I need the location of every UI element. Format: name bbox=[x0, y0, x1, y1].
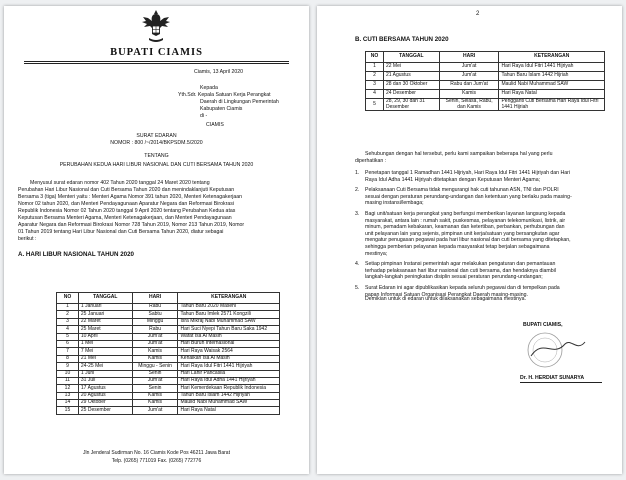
point-text-line: papan Informasi Satuan Organisasi Perangkat Daerah masing-masing. bbox=[365, 291, 528, 298]
cell-no: 2 bbox=[57, 311, 79, 318]
cell-tanggal: 21 Agustus bbox=[383, 72, 439, 81]
cell-hari: Jum'at bbox=[132, 407, 178, 414]
cell-hari: Jum'at bbox=[132, 340, 178, 347]
table-row bbox=[57, 370, 280, 377]
cell-keterangan: Hari Raya Idul Fitri 1441 Hijriyah bbox=[178, 363, 280, 370]
cell-tanggal: 21 Mei bbox=[78, 355, 132, 362]
letter-page-1 bbox=[4, 6, 309, 474]
signer-name: Dr. H. HERDIAT SUNARYA bbox=[520, 375, 585, 381]
cell-hari: Jum'at bbox=[132, 333, 178, 340]
intro-line: diperhatikan : bbox=[355, 158, 387, 164]
table-row bbox=[57, 392, 280, 399]
table-row bbox=[57, 377, 280, 384]
cell-no: 15 bbox=[57, 407, 79, 414]
body-line: Aparatur Negara dan Reformasi Birokrasi Nomor 728 Tahun 2019, Nomor 213 Tahun 2019, Nomor bbox=[18, 222, 245, 228]
col-header-keterangan: KETERANGAN bbox=[178, 293, 280, 304]
cell-tanggal: 28, 29, 30 dan 31 Desember bbox=[383, 99, 439, 111]
point-text-line: mestinya; bbox=[365, 250, 388, 257]
cell-no: 11 bbox=[57, 377, 79, 384]
cell-no: 6 bbox=[57, 340, 79, 347]
cell-no: 1 bbox=[366, 63, 384, 72]
cell-hari: Minggu bbox=[132, 318, 178, 325]
cell-keterangan: Maulid Nabi Muhammad SAW bbox=[499, 81, 605, 90]
cell-tanggal: 1 Juni bbox=[78, 370, 132, 377]
recipient-line-4: Kabupaten Ciamis bbox=[200, 106, 243, 112]
point-text-line: Raya Idul Adha 1441 Hijriyah ditetapkan dengan Keputusan Menteri Agama; bbox=[365, 176, 541, 183]
cell-tanggal: 25 Maret bbox=[78, 326, 132, 333]
cell-no: 5 bbox=[366, 99, 384, 111]
closing-line: Demikian untuk di edaran untuk dilaksanakan sebagaimana mestinya. bbox=[365, 296, 526, 302]
cell-keterangan: Hari Kemerdekaan Republik Indonesia bbox=[178, 385, 280, 392]
point-text-line: terhadap pelaksanaan hari libur nasional dan cuti bersama, dan hendaknya diambil bbox=[365, 267, 556, 274]
footer-address: Jln Jenderal Sudirman No. 16 Ciamis Kode Pos 46211 Jawa Barat bbox=[83, 450, 230, 456]
col-header-tanggal: TANGGAL bbox=[383, 52, 439, 63]
cell-tanggal: 1 Mei bbox=[78, 340, 132, 347]
cell-tanggal: 25 Desember bbox=[78, 407, 132, 414]
cell-keterangan: Hari Raya Idul Fitri 1441 Hijriyah bbox=[499, 63, 605, 72]
cell-no: 7 bbox=[57, 348, 79, 355]
table-row bbox=[57, 400, 280, 407]
point-text-line: masyarakat, antara lain : rumah sakit, puskesmas, pelayanan telekomunikasi, listrik, air bbox=[365, 217, 566, 224]
recipient-line-5: di - bbox=[200, 113, 208, 119]
point-text-line: unit pelayanan lain yang sejenis, pimpinan unit kerja/satuan yang bersangkutan agar bbox=[365, 230, 560, 237]
cell-tanggal: 20 Agustus bbox=[78, 392, 132, 399]
table-row bbox=[57, 363, 280, 370]
cell-hari: Jum'at bbox=[439, 63, 499, 72]
cell-hari: Kamis bbox=[439, 90, 499, 99]
cell-no: 10 bbox=[57, 370, 79, 377]
point-text-line: Pelaksanaan Cuti Bersama tidak mengurangi hak cuti tahunan ASN, TNI dan POLRI bbox=[365, 187, 559, 194]
body-line: Perubahan Hari Libur Nasional dan Cuti Bersama Tahun 2020 dan menindaklanjuti Keputusan bbox=[18, 187, 235, 193]
cell-no: 8 bbox=[57, 355, 79, 362]
body-line: Menyusul surat edaran nomor 402 Tahun 2020 tanggal 24 Maret 2020 tentang bbox=[30, 180, 210, 186]
cell-keterangan: Hari Buruh Internasional bbox=[178, 340, 280, 347]
cell-tanggal: 31 Juli bbox=[78, 377, 132, 384]
table-header-row bbox=[366, 52, 605, 63]
table-row bbox=[57, 340, 280, 347]
point-text-line: sesuai dengan peraturan perundang-undangan dan ketentuan yang berlaku pada masing- bbox=[365, 193, 572, 200]
cell-tanggal: 10 April bbox=[78, 333, 132, 340]
col-header-hari: HARI bbox=[439, 52, 499, 63]
point-number: 4. bbox=[355, 261, 360, 268]
section-b-heading: B. CUTI BERSAMA TAHUN 2020 bbox=[355, 36, 449, 43]
col-header-keterangan: KETERANGAN bbox=[499, 52, 605, 63]
cell-no: 4 bbox=[57, 326, 79, 333]
cell-tanggal: 24 Desember bbox=[383, 90, 439, 99]
cell-no: 2 bbox=[366, 72, 384, 81]
cell-hari: Rabu bbox=[132, 326, 178, 333]
point-text-line: sehingga pemberian pelayanan kepada masyarakat tetap berjalan sebagaimana bbox=[365, 244, 550, 250]
cell-keterangan: Hari Raya Natal bbox=[499, 90, 605, 99]
col-header-hari: HARI bbox=[132, 293, 178, 304]
cell-no: 9 bbox=[57, 363, 79, 370]
table-row bbox=[57, 318, 280, 325]
cell-no: 5 bbox=[57, 333, 79, 340]
table-row bbox=[57, 304, 280, 311]
cell-tanggal: 17 Agustus bbox=[78, 385, 132, 392]
point-text-line: Setiap pimpinan Instansi pemerintah agar melakukan pengaturan dan pemantauan bbox=[365, 261, 556, 268]
body-line: berikut : bbox=[18, 236, 37, 242]
cell-hari: Minggu - Senin bbox=[132, 363, 178, 370]
point-text-line: minum, pemadam kebakaran, keamanan dan ketertiban, perbankan, perhubungan dan bbox=[365, 224, 565, 231]
letter-type: SURAT EDARAN bbox=[136, 133, 177, 139]
cell-keterangan: Wafat Isa Al Masih bbox=[178, 333, 280, 340]
body-line: Republik Indonesia Nomor 02 Tahun 2020 tanggal 9 April 2020 tentang Perubahan Kedua atas bbox=[18, 208, 236, 214]
table-header-row bbox=[57, 293, 280, 304]
cell-hari: Senin bbox=[132, 370, 178, 377]
cell-keterangan: Pengganti Cuti Bersama Hari Raya Idul Fitri 1441 Hijriah bbox=[499, 99, 605, 111]
cell-tanggal: 29 Oktober bbox=[78, 400, 132, 407]
point-text-line: langkah-langkah peningkatan disiplin sesuai peraturan perundang-undangan; bbox=[365, 274, 543, 281]
point-text-line: Penetapan tanggal 1 Ramadhan 1441 Hijriyah, Hari Raya Idul Fitri 1441 Hijriyah dan Hari bbox=[365, 170, 571, 176]
body-line: Nomor 02 tahun 2020, dan Menteri Pendayagunaan Aparatur Negara dan Reformasi Birokrasi bbox=[18, 201, 234, 207]
cell-tanggal: 7 Mei bbox=[78, 348, 132, 355]
intro-line: Sehubungan dengan hal tersebut, perlu kami sampaikan beberapa hal yang perlu bbox=[365, 151, 553, 157]
table-row bbox=[57, 311, 280, 318]
table-row bbox=[57, 326, 280, 333]
header-divider-thin bbox=[24, 63, 289, 64]
holiday-table bbox=[56, 292, 280, 415]
cell-hari: Senin bbox=[132, 385, 178, 392]
signature-stamp-icon bbox=[523, 328, 603, 370]
cuti-bersama-table bbox=[365, 51, 605, 111]
cell-hari: Kamis bbox=[132, 392, 178, 399]
body-line: Bersama 3 (tiga) Menteri yaitu : Menteri Agama Nomor 391 tahun 2020, Menteri Ketenagakerjaan bbox=[18, 194, 243, 200]
cell-hari: Sabtu bbox=[132, 311, 178, 318]
cell-keterangan: Hari Raya Natal bbox=[178, 407, 280, 414]
recipient-line-1: Kepada bbox=[200, 85, 218, 91]
section-a-heading: A. HARI LIBUR NASIONAL TAHUN 2020 bbox=[18, 251, 134, 258]
date-line: Ciamis, 13 April 2020 bbox=[194, 69, 244, 75]
table-row bbox=[57, 333, 280, 340]
table-row bbox=[366, 63, 605, 72]
letter-page-2 bbox=[317, 6, 622, 474]
table-row bbox=[57, 385, 280, 392]
table-row bbox=[57, 355, 280, 362]
point-text-line: mengatur penugasan pegawai pada hari libur nasional dan cuti bersama yang ditetapkan, bbox=[365, 237, 571, 244]
table-row bbox=[57, 407, 280, 414]
letter-subject: PERUBAHAN KEDUA HARI LIBUR NASIONAL DAN CUTI BERSAMA TAHUN 2020 bbox=[59, 162, 254, 168]
cell-hari: Senin, Selasa, Rabu, dan Kamis bbox=[439, 99, 499, 111]
point-text-line: Surat Edaran ini agar dipublikasikan kepada seluruh pegawai dan di tempelkan pada bbox=[365, 285, 560, 291]
cell-tanggal: 1 Januari bbox=[78, 304, 132, 311]
letter-title: BUPATI CIAMIS bbox=[110, 47, 203, 58]
cell-hari: Rabu dan Jum'at bbox=[439, 81, 499, 90]
table-row bbox=[366, 72, 605, 81]
point-text-line: masing instansi/lembaga; bbox=[365, 200, 424, 207]
point-number: 1. bbox=[355, 170, 360, 176]
footer-phone: Telp. (0265) 771019 Fax. (0265) 772776 bbox=[111, 458, 202, 464]
cell-hari: Kamis bbox=[132, 355, 178, 362]
cell-tanggal: 28 dan 30 Oktober bbox=[383, 81, 439, 90]
cell-keterangan: Tahun Baru 2020 Masehi bbox=[178, 304, 280, 311]
col-header-no: NO bbox=[366, 52, 384, 63]
cell-hari: Jum'at bbox=[132, 377, 178, 384]
cell-keterangan: Hari Raya Waisak 2564 bbox=[178, 348, 280, 355]
recipient-line-2: Yth.Sdr. Kepala Satuan Kerja Perangkat bbox=[178, 92, 271, 98]
col-header-no: NO bbox=[57, 293, 79, 304]
cell-hari: Kamis bbox=[132, 348, 178, 355]
signer-underline bbox=[520, 382, 602, 383]
garuda-emblem-icon bbox=[140, 8, 172, 44]
cell-keterangan: Isra Mikraj Nabi Muhammad SAW bbox=[178, 318, 280, 325]
cell-hari: Jum'at bbox=[439, 72, 499, 81]
tentang-label: TENTANG bbox=[144, 153, 169, 159]
cell-no: 14 bbox=[57, 400, 79, 407]
table-row bbox=[366, 81, 605, 90]
cell-keterangan: Kenaikan Isa Al Masih bbox=[178, 355, 280, 362]
cell-tanggal: 22 Maret bbox=[78, 318, 132, 325]
body-line: 01 Tahun 2019 tentang Hari Libur Nasional dan Cuti Bersama Tahun 2020, diatur sebagai bbox=[18, 229, 224, 235]
cell-keterangan: Hari Raya Idul Adha 1441 Hijriyah bbox=[178, 377, 280, 384]
cell-keterangan: Hari Lahir Pancasila bbox=[178, 370, 280, 377]
recipient-line-6: CIAMIS bbox=[206, 122, 224, 128]
table-row bbox=[57, 348, 280, 355]
cell-no: 13 bbox=[57, 392, 79, 399]
cell-keterangan: Maulid Nabi Muhammad SAW bbox=[178, 400, 280, 407]
cell-no: 4 bbox=[366, 90, 384, 99]
signer-title: BUPATI CIAMIS, bbox=[523, 322, 563, 328]
cell-keterangan: Tahun Baru Islam 1442 Hijriah bbox=[499, 72, 605, 81]
cell-tanggal: 25 Januari bbox=[78, 311, 132, 318]
point-number: 5. bbox=[355, 285, 360, 291]
point-number: 2. bbox=[355, 187, 360, 194]
col-header-tanggal: TANGGAL bbox=[78, 293, 132, 304]
header-divider bbox=[24, 61, 289, 62]
point-number: 3. bbox=[355, 211, 360, 217]
cell-tanggal: 22 Mei bbox=[383, 63, 439, 72]
cell-no: 3 bbox=[57, 318, 79, 325]
cell-hari: Rabu bbox=[132, 304, 178, 311]
cell-no: 1 bbox=[57, 304, 79, 311]
letter-number: NOMOR : 800 /~/2014/BKPSDM.5/2020 bbox=[110, 140, 203, 146]
cell-tanggal: 24-25 Mei bbox=[78, 363, 132, 370]
cell-hari: Kamis bbox=[132, 400, 178, 407]
cell-no: 3 bbox=[366, 81, 384, 90]
point-text-line: Bagi unit/satuan kerja perangkat yang berfungsi memberikan layanan langsung kepada bbox=[365, 211, 566, 217]
table-row bbox=[366, 99, 605, 111]
recipient-line-3: Daerah di Lingkungan Pemerintah bbox=[200, 99, 279, 105]
body-line: Keputusan Bersama Menteri Agama, Menteri Ketenagakerjaan, dan Menteri Pendayagunaan bbox=[18, 215, 232, 221]
cell-keterangan: Hari Suci Nyepi Tahun Baru Saka 1942 bbox=[178, 326, 280, 333]
page-number: 2 bbox=[476, 11, 480, 17]
cell-no: 12 bbox=[57, 385, 79, 392]
cell-keterangan: Tahun Baru Islam 1442 Hijriyah bbox=[178, 392, 280, 399]
cell-keterangan: Tahun Baru Imlek 2571 Kongzili bbox=[178, 311, 280, 318]
